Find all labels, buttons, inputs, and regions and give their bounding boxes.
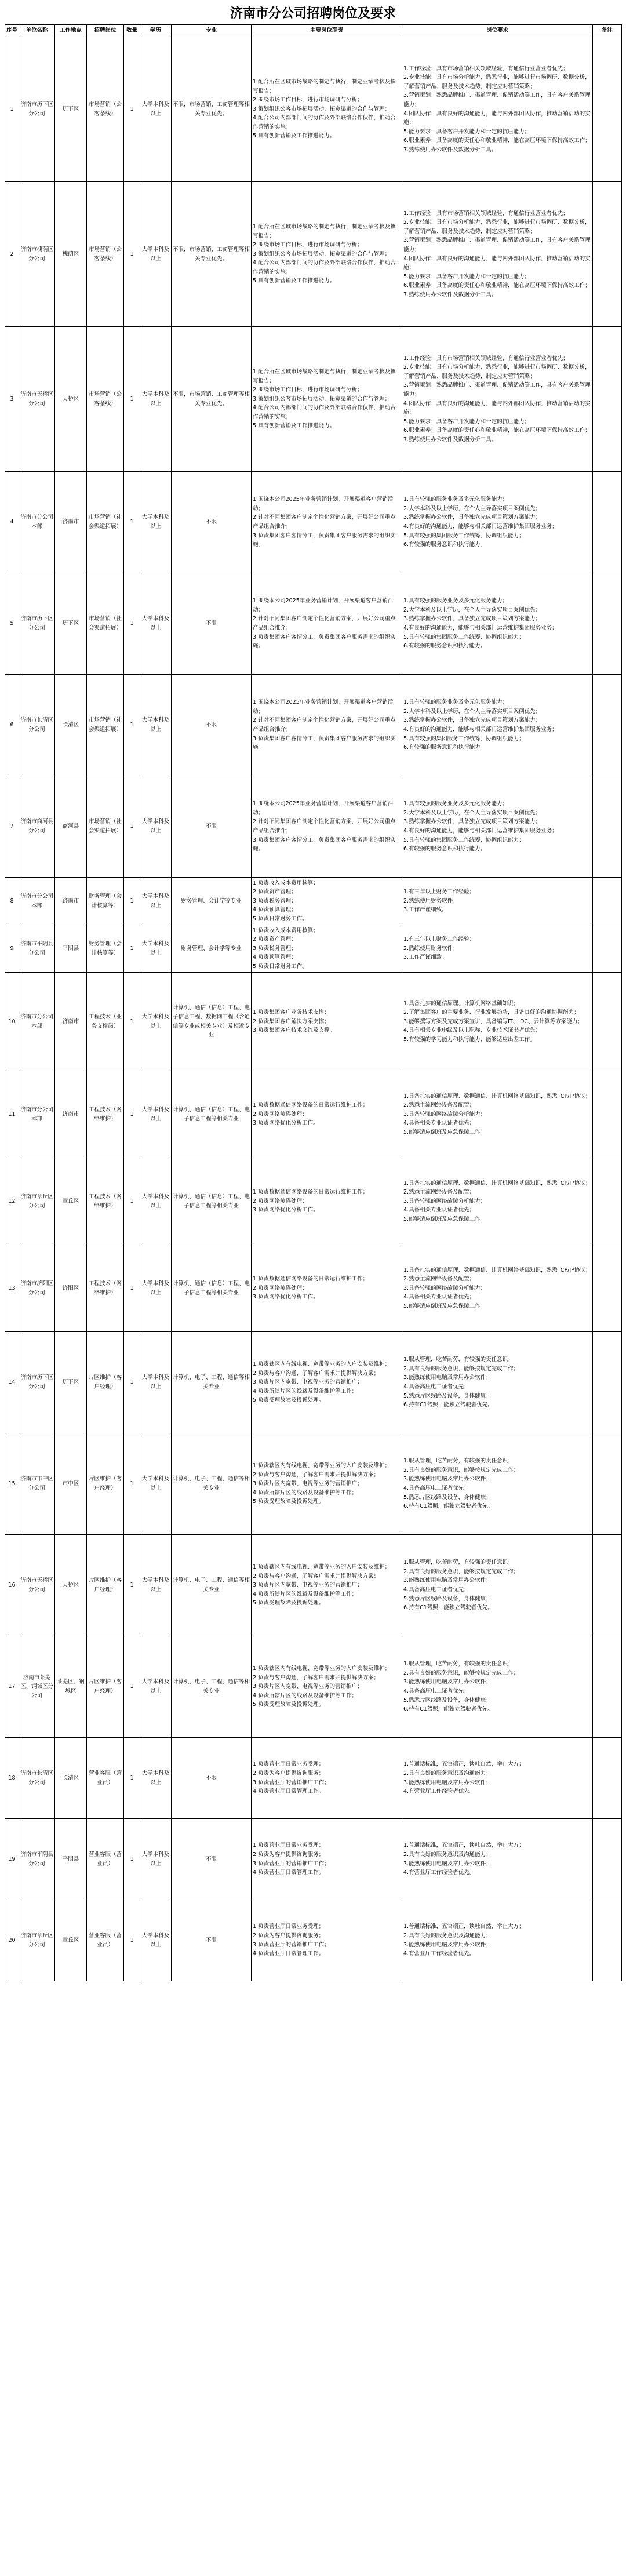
cell-note: [593, 573, 622, 675]
cell-edu: 大学本科及以上: [140, 1636, 172, 1738]
table-header-row: [5, 25, 622, 37]
cell-major: 计算机、通信（信息）工程、电子信息工程等相关专业: [172, 1158, 252, 1245]
cell-major: 不限，市场营销、工商管理等相关专业优先。: [172, 327, 252, 472]
cell-duty: 1.围绕本公司2025年业务营销计划，开展渠道客户营销活动； 2.针对不同集团客户制定个性化营销方案，开展好公司重点产品组合推介； 3.负责集团客户客情分工，负责集团客户服务需求的组织实施。: [252, 776, 402, 878]
cell-duty: 1.负责辖区内有线电视、宽带等业务的入户安装及维护； 2.负责与客户沟通，了解客户需求并提供解决方案； 3.负责片区内宽带、电视等业务的营销推广； 4.负责所辖片区的线路及设备维护等工作； 5.负责受理故障及投诉处理。: [252, 1636, 402, 1738]
cell-count: 1: [124, 37, 140, 182]
cell-note: [593, 1245, 622, 1332]
cell-no: 6: [5, 675, 19, 776]
cell-req: 1.有三年以上财务工作经验； 2.熟练使用财务软件； 3.工作严谨细致。: [402, 925, 593, 973]
cell-post: 财务管理（会计核算等）: [87, 925, 124, 973]
cell-unit: 济南市历下区分公司: [19, 1332, 55, 1433]
cell-note: [593, 1433, 622, 1535]
cell-no: 11: [5, 1071, 19, 1158]
cell-note: [593, 1332, 622, 1433]
cell-major: 不限: [172, 1900, 252, 1981]
table-row: [5, 182, 622, 327]
cell-post: 市场营销（公客条线）: [87, 37, 124, 182]
cell-req: 1.服从管理，吃苦耐劳，有较强的责任意识； 2.具有良好的服务意识，能够按规定完成工作； 3.能熟练使用电脑及常用办公软件； 4.具备高压电工证者优先； 5.熟悉片区线路及设备，身体健康； 6.持有C1驾照，能独立驾驶者优先。: [402, 1433, 593, 1535]
cell-no: 13: [5, 1245, 19, 1332]
cell-no: 15: [5, 1433, 19, 1535]
cell-post: 营业客服（营业员）: [87, 1819, 124, 1900]
cell-edu: 大学本科及以上: [140, 37, 172, 182]
cell-no: 12: [5, 1158, 19, 1245]
cell-edu: 大学本科及以上: [140, 878, 172, 925]
cell-post: 工程技术（网络维护）: [87, 1158, 124, 1245]
cell-no: 17: [5, 1636, 19, 1738]
table-row: [5, 1900, 622, 1981]
cell-unit: 济南市历下区分公司: [19, 573, 55, 675]
table-row: [5, 1819, 622, 1900]
cell-place: 济南市: [55, 472, 87, 573]
cell-no: 3: [5, 327, 19, 472]
header-cell: 工作地点: [55, 25, 87, 37]
cell-count: 1: [124, 472, 140, 573]
header-cell: 序号: [5, 25, 19, 37]
cell-req: 1.工作经验：具有市场营销相关领域经验，有通信行业营业者优先； 2.专业技能：具有市场分析能力，熟悉行业，能够进行市场调研、数据分析，了解营销产品、服务及技术趋势，制定应对营销策略； 3.营销策划：熟悉品牌推广、渠道管理、促销活动等工作，具有客户关系管理能力； 4.团队协作：具有良好的沟通能力，能与内外部团队协作，推动营销活动的实施； 5.能力要求：具备客户开发能力和一定的抗压能力； 6.职业素养：具备高度的责任心和敬业精神，能在高压环境下保持高效工作； 7.熟练使用办公软件及数据分析工具。: [402, 327, 593, 472]
cell-post: 片区维护（客户经理）: [87, 1433, 124, 1535]
cell-note: [593, 1071, 622, 1158]
cell-place: 长清区: [55, 1738, 87, 1819]
cell-post: 市场营销（社会渠道拓展）: [87, 472, 124, 573]
cell-count: 1: [124, 1636, 140, 1738]
cell-duty: 1.负责辖区内有线电视、宽带等业务的入户安装及维护； 2.负责与客户沟通，了解客户需求并提供解决方案； 3.负责片区内宽带、电视等业务的营销推广； 4.负责所辖片区的线路及设备维护等工作； 5.负责受理故障及投诉处理。: [252, 1535, 402, 1636]
cell-unit: 济南市章丘区分公司: [19, 1158, 55, 1245]
cell-major: 不限: [172, 776, 252, 878]
cell-req: 1.具有较强的服务业务及多元化服务能力； 2.大学本科及以上学历，在个人主导落实项目案例优先； 3.熟练掌握办公软件，具备独立完成项目策划方案能力； 4.有良好的沟通能力，能够与相关部门运营维护集团服务业务； 5.具有较强的集团服务工作统筹、协调组织能力； 6.有较强的服务意识和执行能力。: [402, 472, 593, 573]
cell-duty: 1.负责收入成本费用核算； 2.负责资产管理； 3.负责税务管理； 4.负责预算管理； 5.负责日常财务工作。: [252, 925, 402, 973]
cell-req: 1.服从管理，吃苦耐劳，有较强的责任意识； 2.具有良好的服务意识，能够按规定完成工作； 3.能熟练使用电脑及常用办公软件； 4.具备高压电工证者优先； 5.熟悉片区线路及设备，身体健康； 6.持有C1驾照，能独立驾驶者优先。: [402, 1636, 593, 1738]
cell-place: 济阳区: [55, 1245, 87, 1332]
cell-place: 章丘区: [55, 1900, 87, 1981]
cell-place: 济南市: [55, 1071, 87, 1158]
cell-major: 不限: [172, 1738, 252, 1819]
cell-no: 20: [5, 1900, 19, 1981]
cell-unit: 济南市章丘区分公司: [19, 1900, 55, 1981]
cell-duty: 1.配合所在区域市场战略的制定与执行，制定业绩考核及撰写报告； 2.围绕市场工作目标，进行市场调研与分析； 3.策划组织公客市场拓展活动，拓宽渠道的合作与管理； 4.配合公司内部部门间的协作及外部联络合作伙伴，推动合作营销的实施； 5.具有创新营销及工作推进能力。: [252, 327, 402, 472]
cell-no: 9: [5, 925, 19, 973]
cell-duty: 1.配合所在区域市场战略的制定与执行，制定业绩考核及撰写报告； 2.围绕市场工作目标，进行市场调研与分析； 3.策划组织公客市场拓展活动，拓宽渠道的合作与管理； 4.配合公司内部部门间的协作及外部联络合作伙伴，推动合作营销的实施； 5.具有创新营销及工作推进能力。: [252, 37, 402, 182]
cell-note: [593, 776, 622, 878]
cell-post: 工程技术（业务支撑岗）: [87, 973, 124, 1071]
cell-no: 14: [5, 1332, 19, 1433]
cell-major: 不限，市场营销、工商管理等相关专业优先。: [172, 37, 252, 182]
cell-no: 16: [5, 1535, 19, 1636]
cell-unit: 济南市平阴县分公司: [19, 925, 55, 973]
cell-req: 1.具备扎实的通信原理、数据通信、计算机网络基础知识，熟悉TCP/IP协议； 2.熟悉主流网络设备及配置； 3.具备较强的网络故障分析能力； 4.具备相关专业认证者优先； 5.能够适应倒班及应急保障工作。: [402, 1245, 593, 1332]
table-row: [5, 925, 622, 973]
header-cell: 备注: [593, 25, 622, 37]
document-title: 济南市分公司招聘岗位及要求: [230, 6, 396, 21]
header-cell: 专业: [172, 25, 252, 37]
cell-no: 18: [5, 1738, 19, 1819]
cell-major: 不限: [172, 472, 252, 573]
table-row: [5, 1535, 622, 1636]
header-cell: 数量: [124, 25, 140, 37]
cell-edu: 大学本科及以上: [140, 675, 172, 776]
table-row: [5, 878, 622, 925]
cell-duty: 1.围绕本公司2025年业务营销计划，开展渠道客户营销活动； 2.针对不同集团客户制定个性化营销方案，开展好公司重点产品组合推介； 3.负责集团客户客情分工，负责集团客户服务需求的组织实施。: [252, 573, 402, 675]
table-row: [5, 472, 622, 573]
cell-place: 平阴县: [55, 925, 87, 973]
cell-unit: 济南市济阳区分公司: [19, 1245, 55, 1332]
cell-unit: 济南市分公司本部: [19, 973, 55, 1071]
table-row: [5, 1636, 622, 1738]
cell-duty: 1.负责收入成本费用核算； 2.负责资产管理； 3.负责税务管理； 4.负责预算管理； 5.负责日常财务工作。: [252, 878, 402, 925]
table-row: [5, 1071, 622, 1158]
cell-major: 不限，市场营销、工商管理等相关专业优先。: [172, 182, 252, 327]
cell-major: 计算机、电子、工程、通信等相关专业: [172, 1636, 252, 1738]
cell-count: 1: [124, 1071, 140, 1158]
cell-post: 片区维护（客户经理）: [87, 1636, 124, 1738]
cell-post: 片区维护（客户经理）: [87, 1332, 124, 1433]
table-row: [5, 37, 622, 182]
cell-unit: 济南市平阴县分公司: [19, 1819, 55, 1900]
cell-unit: 济南市天桥区分公司: [19, 1535, 55, 1636]
cell-count: 1: [124, 973, 140, 1071]
cell-edu: 大学本科及以上: [140, 1071, 172, 1158]
cell-post: 片区维护（客户经理）: [87, 1535, 124, 1636]
cell-note: [593, 37, 622, 182]
cell-place: 天桥区: [55, 1535, 87, 1636]
table-row: [5, 675, 622, 776]
cell-count: 1: [124, 1819, 140, 1900]
cell-note: [593, 675, 622, 776]
cell-duty: 1.负责营业厅日常业务受理； 2.负责为客户提供咨询服务； 3.负责营业厅的营销推广工作； 4.负责营业厅日常管理工作。: [252, 1819, 402, 1900]
cell-place: 历下区: [55, 573, 87, 675]
cell-duty: 1.负责辖区内有线电视、宽带等业务的入户安装及维护； 2.负责与客户沟通，了解客户需求并提供解决方案； 3.负责片区内宽带、电视等业务的营销推广； 4.负责所辖片区的线路及设备维护等工作； 5.负责受理故障及投诉处理。: [252, 1433, 402, 1535]
header-cell: 主要岗位职责: [252, 25, 402, 37]
cell-count: 1: [124, 1535, 140, 1636]
cell-place: 平阴县: [55, 1819, 87, 1900]
cell-unit: 济南市长清区分公司: [19, 675, 55, 776]
cell-note: [593, 925, 622, 973]
cell-major: 不限: [172, 1819, 252, 1900]
cell-no: 2: [5, 182, 19, 327]
cell-count: 1: [124, 1900, 140, 1981]
cell-edu: 大学本科及以上: [140, 327, 172, 472]
cell-count: 1: [124, 1245, 140, 1332]
cell-duty: 1.负责集团客户业务技术支撑； 2.负责集团客户解决方案支撑； 3.负责集团客户技术交流及支撑。: [252, 973, 402, 1071]
header-cell: 招聘岗位: [87, 25, 124, 37]
cell-place: 商河县: [55, 776, 87, 878]
cell-edu: 大学本科及以上: [140, 1819, 172, 1900]
cell-unit: 济南市天桥区分公司: [19, 327, 55, 472]
cell-req: 1.工作经验：具有市场营销相关领域经验，有通信行业营业者优先； 2.专业技能：具有市场分析能力，熟悉行业，能够进行市场调研、数据分析，了解营销产品、服务及技术趋势，制定应对营销策略； 3.营销策划：熟悉品牌推广、渠道管理、促销活动等工作，具有客户关系管理能力； 4.团队协作：具有良好的沟通能力，能与内外部团队协作，推动营销活动的实施； 5.能力要求：具备客户开发能力和一定的抗压能力； 6.职业素养：具备高度的责任心和敬业精神，能在高压环境下保持高效工作； 7.熟练使用办公软件及数据分析工具。: [402, 37, 593, 182]
cell-edu: 大学本科及以上: [140, 472, 172, 573]
cell-edu: 大学本科及以上: [140, 1433, 172, 1535]
cell-req: 1.具备扎实的通信原理、数据通信、计算机网络基础知识，熟悉TCP/IP协议； 2.熟悉主流网络设备及配置； 3.具备较强的网络故障分析能力； 4.具备相关专业认证者优先； 5.能够适应倒班及应急保障工作。: [402, 1158, 593, 1245]
cell-duty: 1.负责数据通信网络设备的日常运行维护工作； 2.负责网络障碍处理； 3.负责网络优化分析工作。: [252, 1245, 402, 1332]
cell-edu: 大学本科及以上: [140, 1332, 172, 1433]
cell-req: 1.服从管理，吃苦耐劳，有较强的责任意识； 2.具有良好的服务意识，能够按规定完成工作； 3.能熟练使用电脑及常用办公软件； 4.具备高压电工证者优先； 5.熟悉片区线路及设备，身体健康； 6.持有C1驾照，能独立驾驶者优先。: [402, 1535, 593, 1636]
cell-no: 4: [5, 472, 19, 573]
cell-req: 1.普通话标准，五官端正，谈吐自然，举止大方； 2.具有良好的服务意识及沟通能力； 3.能熟练使用电脑及常用办公软件； 4.有营业厅工作经验者优先。: [402, 1900, 593, 1981]
cell-place: 槐荫区: [55, 182, 87, 327]
cell-unit: 济南市分公司本部: [19, 1071, 55, 1158]
cell-count: 1: [124, 1738, 140, 1819]
cell-major: 不限: [172, 573, 252, 675]
cell-post: 市场营销（社会渠道拓展）: [87, 776, 124, 878]
cell-req: 1.有三年以上财务工作经验； 2.熟练使用财务软件； 3.工作严谨细致。: [402, 878, 593, 925]
cell-req: 1.工作经验：具有市场营销相关领域经验，有通信行业营业者优先； 2.专业技能：具有市场分析能力，熟悉行业，能够进行市场调研、数据分析，了解营销产品、服务及技术趋势，制定应对营销策略； 3.营销策划：熟悉品牌推广、渠道管理、促销活动等工作，具有客户关系管理能力； 4.团队协作：具有良好的沟通能力，能与内外部团队协作，推动营销活动的实施； 5.能力要求：具备客户开发能力和一定的抗压能力； 6.职业素养：具备高度的责任心和敬业精神，能在高压环境下保持高效工作； 7.熟练使用办公软件及数据分析工具。: [402, 182, 593, 327]
cell-post: 营业客服（营业员）: [87, 1738, 124, 1819]
cell-edu: 大学本科及以上: [140, 1158, 172, 1245]
cell-duty: 1.负责营业厅日常业务受理； 2.负责为客户提供咨询服务； 3.负责营业厅的营销推广工作； 4.负责营业厅日常管理工作。: [252, 1738, 402, 1819]
cell-count: 1: [124, 1158, 140, 1245]
header-cell: 单位名称: [19, 25, 55, 37]
cell-req: 1.具备扎实的通信原理、计算机网络基础知识； 2.了解集团客户的主要业务、行业发展趋势，具备良好的沟通协调能力； 3.能够撰写方案及完成方案宣讲，具备编写IT、IDC、云计算等方案能力； 4.具有相关专业中级及以上职称、专业技术证书者优先； 5.有较强的学习能力和执行能力，能够适应出差工作。: [402, 973, 593, 1071]
table-row: [5, 1738, 622, 1819]
cell-edu: 大学本科及以上: [140, 973, 172, 1071]
cell-place: 济南市: [55, 973, 87, 1071]
cell-edu: 大学本科及以上: [140, 1245, 172, 1332]
table-row: [5, 776, 622, 878]
cell-place: 莱芜区、钢城区: [55, 1636, 87, 1738]
cell-count: 1: [124, 878, 140, 925]
table-row: [5, 1245, 622, 1332]
cell-place: 长清区: [55, 675, 87, 776]
cell-unit: 济南市商河县分公司: [19, 776, 55, 878]
cell-unit: 济南市分公司本部: [19, 472, 55, 573]
cell-count: 1: [124, 573, 140, 675]
table-row: [5, 1158, 622, 1245]
cell-no: 5: [5, 573, 19, 675]
table-body: [5, 37, 622, 1981]
cell-duty: 1.配合所在区域市场战略的制定与执行，制定业绩考核及撰写报告； 2.围绕市场工作目标，进行市场调研与分析； 3.策划组织公客市场拓展活动，拓宽渠道的合作与管理； 4.配合公司内部部门间的协作及外部联络合作伙伴，推动合作营销的实施； 5.具有创新营销及工作推进能力。: [252, 182, 402, 327]
cell-no: 10: [5, 973, 19, 1071]
cell-post: 财务管理（会计核算等）: [87, 878, 124, 925]
cell-post: 市场营销（社会渠道拓展）: [87, 573, 124, 675]
cell-req: 1.具有较强的服务业务及多元化服务能力； 2.大学本科及以上学历，在个人主导落实项目案例优先； 3.熟练掌握办公软件，具备独立完成项目策划方案能力； 4.有良好的沟通能力，能够与相关部门运营维护集团服务业务； 5.具有较强的集团服务工作统筹、协调组织能力； 6.有较强的服务意识和执行能力。: [402, 675, 593, 776]
cell-note: [593, 1535, 622, 1636]
cell-no: 1: [5, 37, 19, 182]
table-row: [5, 1433, 622, 1535]
recruitment-table: [5, 24, 622, 1981]
cell-post: 工程技术（网络维护）: [87, 1071, 124, 1158]
cell-major: 计算机、电子、工程、通信等相关专业: [172, 1332, 252, 1433]
cell-unit: 济南市市中区分公司: [19, 1433, 55, 1535]
cell-place: 天桥区: [55, 327, 87, 472]
cell-duty: 1.负责数据通信网络设备的日常运行维护工作； 2.负责网络障碍处理； 3.负责网络优化分析工作。: [252, 1071, 402, 1158]
cell-unit: 济南市槐荫区分公司: [19, 182, 55, 327]
cell-edu: 大学本科及以上: [140, 925, 172, 973]
cell-unit: 济南市分公司本部: [19, 878, 55, 925]
cell-post: 市场营销（公客条线）: [87, 182, 124, 327]
cell-post: 市场营销（社会渠道拓展）: [87, 675, 124, 776]
cell-req: 1.具有较强的服务业务及多元化服务能力； 2.大学本科及以上学历，在个人主导落实项目案例优先； 3.熟练掌握办公软件，具备独立完成项目策划方案能力； 4.有良好的沟通能力，能够与相关部门运营维护集团服务业务； 5.具有较强的集团服务工作统筹、协调组织能力； 6.有较强的服务意识和执行能力。: [402, 573, 593, 675]
header-cell: 学历: [140, 25, 172, 37]
cell-unit: 济南市莱芜区、钢城区分公司: [19, 1636, 55, 1738]
cell-duty: 1.负责辖区内有线电视、宽带等业务的入户安装及维护； 2.负责与客户沟通，了解客户需求并提供解决方案； 3.负责片区内宽带、电视等业务的营销推广； 4.负责所辖片区的线路及设备维护等工作； 5.负责受理故障及投诉处理。: [252, 1332, 402, 1433]
cell-unit: 济南市长清区分公司: [19, 1738, 55, 1819]
table-row: [5, 1332, 622, 1433]
cell-major: 财务管理、会计学等专业: [172, 925, 252, 973]
cell-place: 市中区: [55, 1433, 87, 1535]
cell-edu: 大学本科及以上: [140, 1738, 172, 1819]
cell-place: 济南市: [55, 878, 87, 925]
cell-major: 计算机、通信（信息）工程、电子信息工程、数据网工程（含通信等专业或相关专业）及相近专业: [172, 973, 252, 1071]
cell-note: [593, 1158, 622, 1245]
cell-unit: 济南市历下区分公司: [19, 37, 55, 182]
cell-edu: 大学本科及以上: [140, 776, 172, 878]
cell-duty: 1.负责营业厅日常业务受理； 2.负责为客户提供咨询服务； 3.负责营业厅的营销推广工作； 4.负责营业厅日常管理工作。: [252, 1900, 402, 1981]
cell-count: 1: [124, 182, 140, 327]
cell-edu: 大学本科及以上: [140, 573, 172, 675]
cell-major: 不限: [172, 675, 252, 776]
cell-note: [593, 1738, 622, 1819]
cell-major: 计算机、通信（信息）工程、电子信息工程等相关专业: [172, 1245, 252, 1332]
cell-major: 财务管理、会计学等专业: [172, 878, 252, 925]
cell-count: 1: [124, 776, 140, 878]
cell-duty: 1.围绕本公司2025年业务营销计划，开展渠道客户营销活动； 2.针对不同集团客户制定个性化营销方案，开展好公司重点产品组合推介； 3.负责集团客户客情分工，负责集团客户服务需求的组织实施。: [252, 472, 402, 573]
cell-major: 计算机、通信（信息）工程、电子信息工程等相关专业: [172, 1071, 252, 1158]
cell-count: 1: [124, 327, 140, 472]
cell-post: 营业客服（营业员）: [87, 1900, 124, 1981]
cell-note: [593, 327, 622, 472]
cell-post: 市场营销（公客条线）: [87, 327, 124, 472]
cell-place: 章丘区: [55, 1158, 87, 1245]
cell-no: 8: [5, 878, 19, 925]
cell-no: 19: [5, 1819, 19, 1900]
cell-count: 1: [124, 1332, 140, 1433]
cell-req: 1.普通话标准，五官端正，谈吐自然，举止大方； 2.具有良好的服务意识及沟通能力； 3.能熟练使用电脑及常用办公软件； 4.有营业厅工作经验者优先。: [402, 1738, 593, 1819]
cell-place: 历下区: [55, 37, 87, 182]
cell-count: 1: [124, 675, 140, 776]
cell-note: [593, 472, 622, 573]
table-row: [5, 573, 622, 675]
cell-duty: 1.围绕本公司2025年业务营销计划，开展渠道客户营销活动； 2.针对不同集团客户制定个性化营销方案，开展好公司重点产品组合推介； 3.负责集团客户客情分工，负责集团客户服务需求的组织实施。: [252, 675, 402, 776]
cell-note: [593, 1819, 622, 1900]
cell-edu: 大学本科及以上: [140, 182, 172, 327]
cell-req: 1.普通话标准，五官端正，谈吐自然，举止大方； 2.具有良好的服务意识及沟通能力； 3.能熟练使用电脑及常用办公软件； 4.有营业厅工作经验者优先。: [402, 1819, 593, 1900]
cell-req: 1.具有较强的服务业务及多元化服务能力； 2.大学本科及以上学历，在个人主导落实项目案例优先； 3.熟练掌握办公软件，具备独立完成项目策划方案能力； 4.有良好的沟通能力，能够与相关部门运营维护集团服务业务； 5.具有较强的集团服务工作统筹、协调组织能力； 6.有较强的服务意识和执行能力。: [402, 776, 593, 878]
cell-no: 7: [5, 776, 19, 878]
cell-count: 1: [124, 925, 140, 973]
cell-edu: 大学本科及以上: [140, 1535, 172, 1636]
cell-note: [593, 878, 622, 925]
cell-major: 计算机、电子、工程、通信等相关专业: [172, 1535, 252, 1636]
cell-major: 计算机、电子、工程、通信等相关专业: [172, 1433, 252, 1535]
cell-post: 工程技术（网络维护）: [87, 1245, 124, 1332]
cell-note: [593, 973, 622, 1071]
cell-duty: 1.负责数据通信网络设备的日常运行维护工作； 2.负责网络障碍处理； 3.负责网络优化分析工作。: [252, 1158, 402, 1245]
cell-count: 1: [124, 1433, 140, 1535]
cell-edu: 大学本科及以上: [140, 1900, 172, 1981]
cell-note: [593, 1636, 622, 1738]
cell-note: [593, 182, 622, 327]
header-cell: 岗位要求: [402, 25, 593, 37]
cell-req: 1.服从管理，吃苦耐劳，有较强的责任意识； 2.具有良好的服务意识，能够按规定完成工作； 3.能熟练使用电脑及常用办公软件； 4.具备高压电工证者优先； 5.熟悉片区线路及设备，身体健康； 6.持有C1驾照，能独立驾驶者优先。: [402, 1332, 593, 1433]
cell-req: 1.具备扎实的通信原理、数据通信、计算机网络基础知识，熟悉TCP/IP协议； 2.熟悉主流网络设备及配置； 3.具备较强的网络故障分析能力； 4.具备相关专业认证者优先； 5.能够适应倒班及应急保障工作。: [402, 1071, 593, 1158]
cell-note: [593, 1900, 622, 1981]
cell-place: 历下区: [55, 1332, 87, 1433]
table-row: [5, 973, 622, 1071]
table-row: [5, 327, 622, 472]
